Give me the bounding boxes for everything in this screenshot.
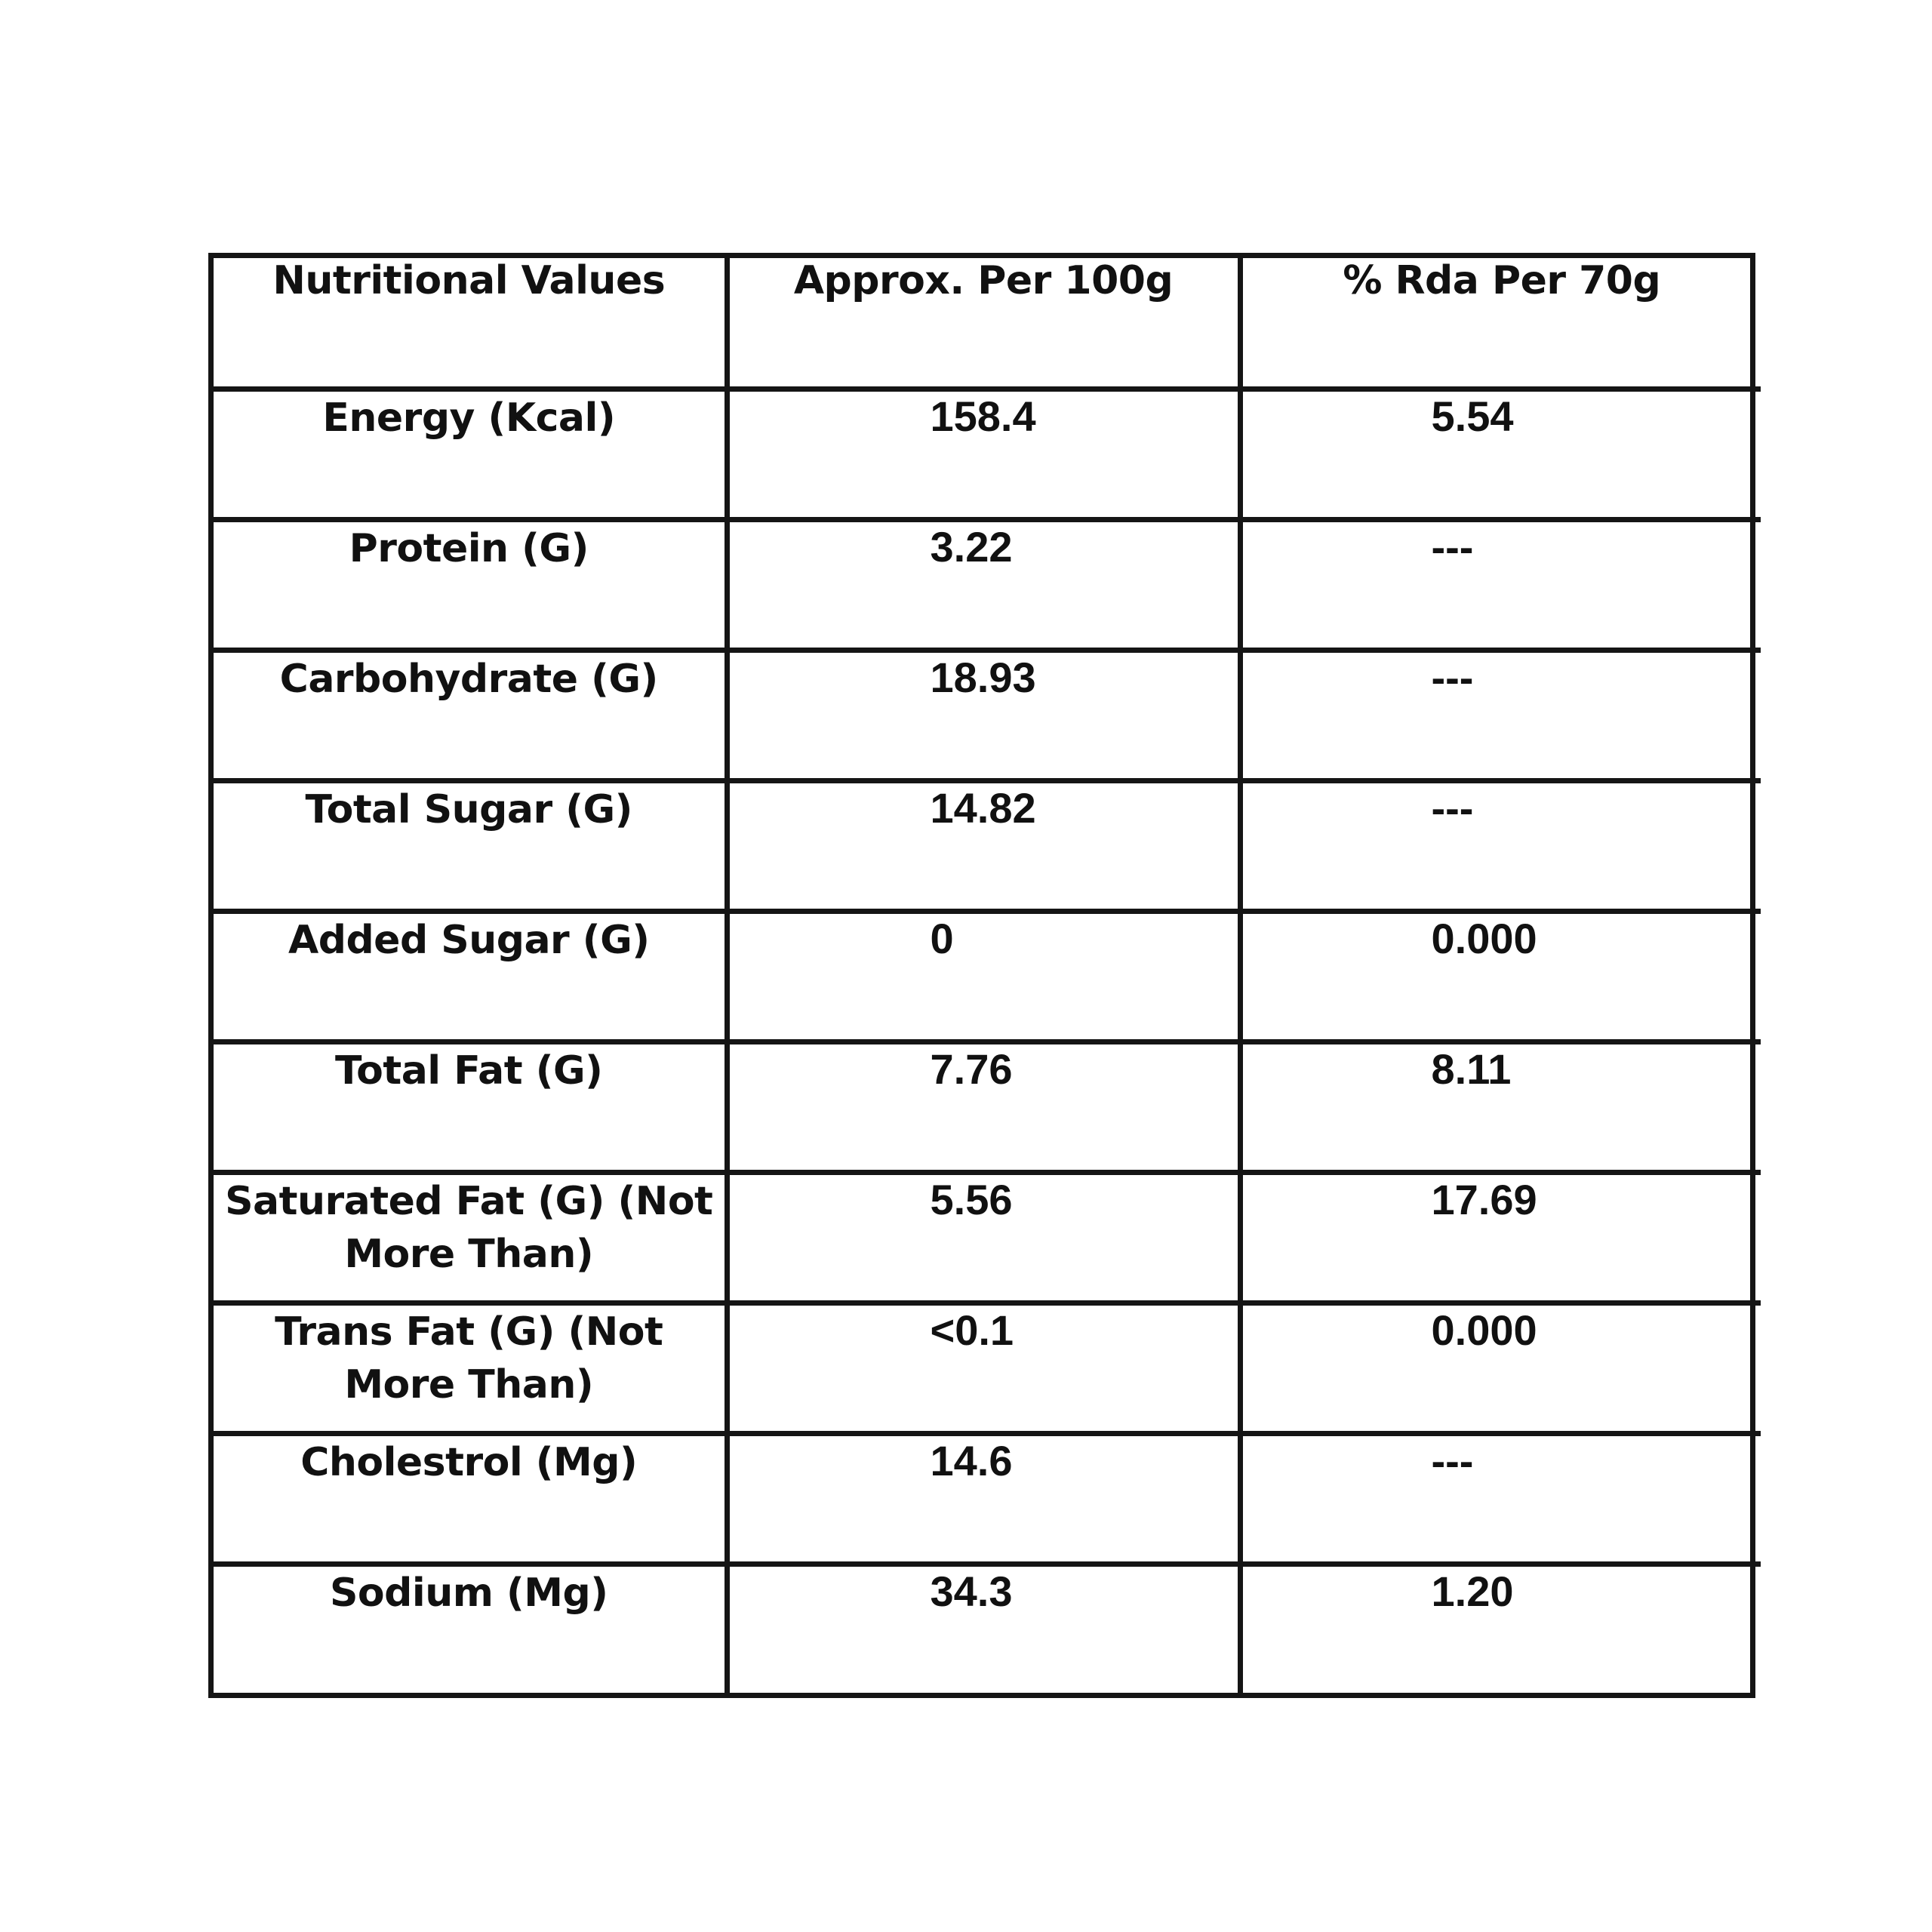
- table-row: [214, 389, 1761, 519]
- nutrient-label: Cholestrol (Mg): [214, 1433, 727, 1564]
- per-100g-value: 0: [727, 911, 1240, 1041]
- rda-70g-value: 5.54: [1240, 389, 1761, 519]
- table-row: [214, 519, 1761, 650]
- per-100g-value: 7.76: [727, 1041, 1240, 1172]
- nutrition-table-container: [208, 253, 1755, 1698]
- rda-70g-value: 8.11: [1240, 1041, 1761, 1172]
- rda-70g-value: 1.20: [1240, 1564, 1761, 1694]
- nutrient-label: Sodium (Mg): [214, 1564, 727, 1694]
- header-row: [214, 258, 1761, 389]
- nutrient-label: Total Fat (G): [214, 1041, 727, 1172]
- table-row: [214, 911, 1761, 1041]
- rda-70g-value: ---: [1240, 519, 1761, 650]
- table-row: [214, 1303, 1761, 1433]
- per-100g-value: 34.3: [727, 1564, 1240, 1694]
- table-row: [214, 1041, 1761, 1172]
- rda-70g-value: ---: [1240, 780, 1761, 911]
- header-nutritional-values: Nutritional Values: [214, 258, 727, 389]
- per-100g-value: 18.93: [727, 650, 1240, 780]
- rda-70g-value: 0.000: [1240, 911, 1761, 1041]
- table-row: [214, 1433, 1761, 1564]
- rda-70g-value: 17.69: [1240, 1172, 1761, 1303]
- nutrient-label: Added Sugar (G): [214, 911, 727, 1041]
- rda-70g-value: ---: [1240, 1433, 1761, 1564]
- per-100g-value: 14.6: [727, 1433, 1240, 1564]
- per-100g-value: 14.82: [727, 780, 1240, 911]
- table-row: [214, 1172, 1761, 1303]
- rda-70g-value: ---: [1240, 650, 1761, 780]
- nutrient-label: Protein (G): [214, 519, 727, 650]
- nutrition-table: [214, 258, 1761, 1694]
- table-row: [214, 1564, 1761, 1694]
- table-row: [214, 650, 1761, 780]
- nutrient-label: Total Sugar (G): [214, 780, 727, 911]
- header-approx-per-100g: Approx. Per 100g: [727, 258, 1240, 389]
- nutrient-label: Trans Fat (G) (Not More Than): [214, 1303, 727, 1433]
- per-100g-value: 158.4: [727, 389, 1240, 519]
- nutrient-label: Carbohydrate (G): [214, 650, 727, 780]
- per-100g-value: <0.1: [727, 1303, 1240, 1433]
- rda-70g-value: 0.000: [1240, 1303, 1761, 1433]
- nutrient-label: Saturated Fat (G) (Not More Than): [214, 1172, 727, 1303]
- table-row: [214, 780, 1761, 911]
- per-100g-value: 3.22: [727, 519, 1240, 650]
- nutrient-label: Energy (Kcal): [214, 389, 727, 519]
- per-100g-value: 5.56: [727, 1172, 1240, 1303]
- header-rda-per-70g: % Rda Per 70g: [1240, 258, 1761, 389]
